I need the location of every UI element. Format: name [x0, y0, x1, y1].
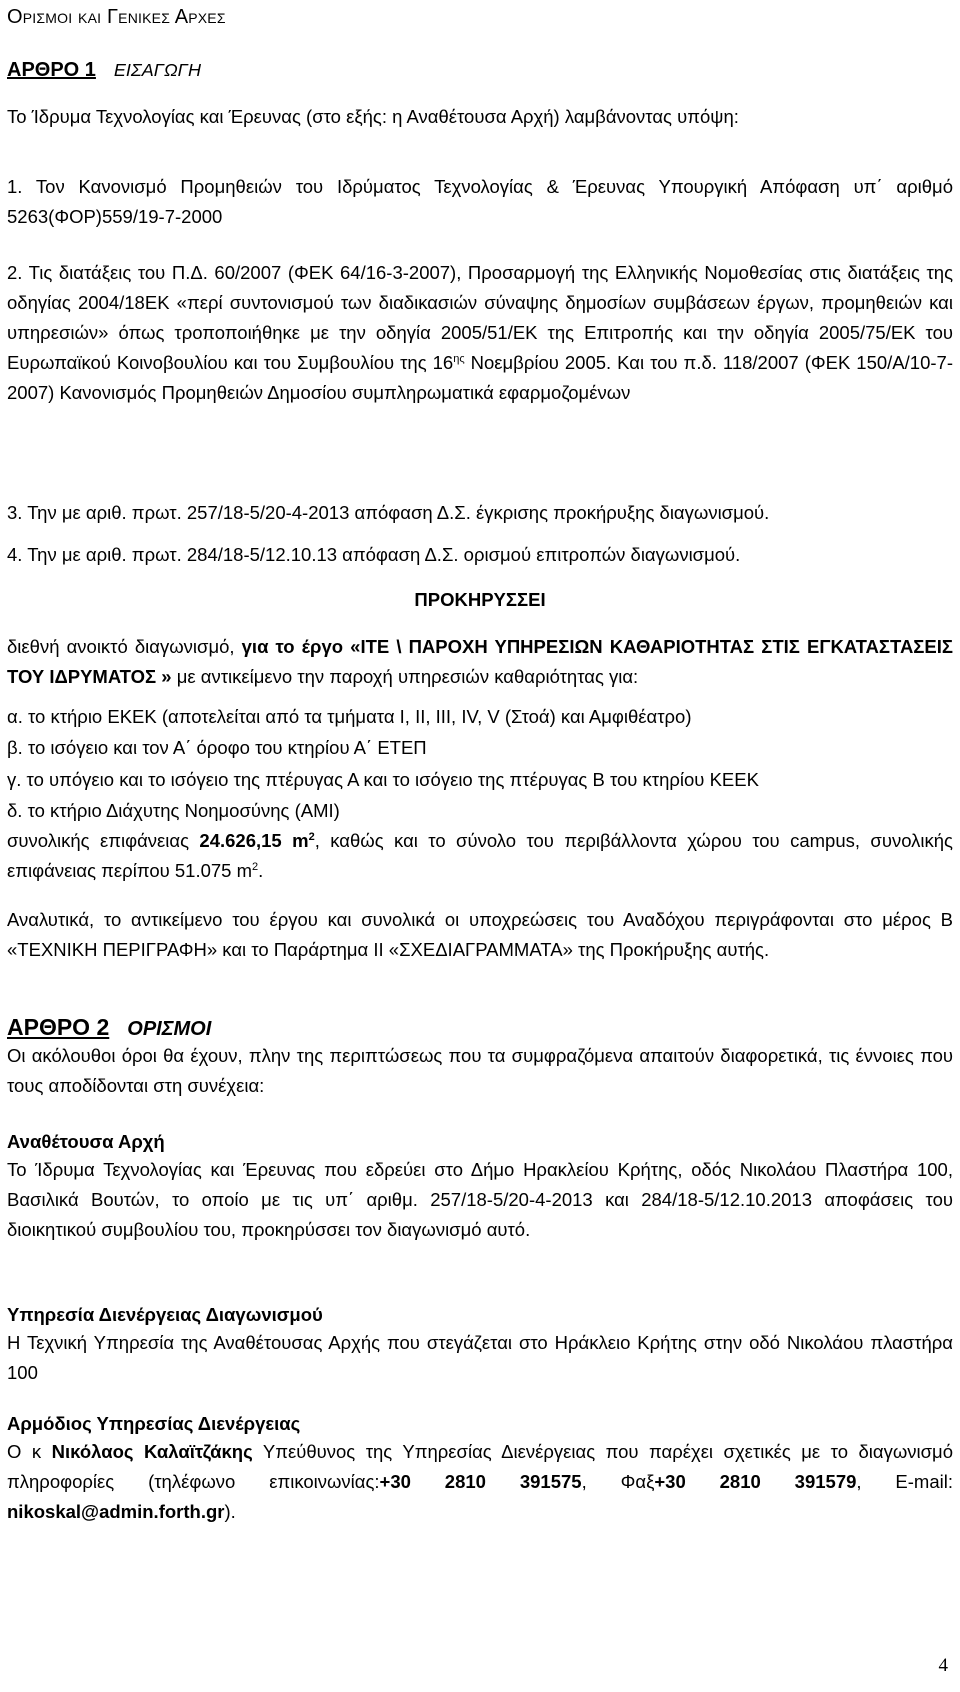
list-item-3: 3. Την με αριθ. πρωτ. 257/18-5/20-4-2013 απόφαση Δ.Σ. έγκρισης προκήρυξης διαγωνισμού. — [7, 502, 770, 523]
article-1-title: ΕΙΣΑΓΩΓΗ — [113, 60, 201, 80]
article-2-heading — [7, 1012, 953, 1044]
list-item-4: 4. Την με αριθ. πρωτ. 284/18-5/12.10.13 απόφαση Δ.Σ. ορισμού επιτροπών διαγωνισμού. — [7, 544, 741, 565]
total-area: συνολικής επιφάνειας 24.626,15 $m^2$, καθώς και το σύνολο του περιβάλλοντα χώρου του campus, συνολικής επιφάνειας περίπου 51.075 $m^2$. — [7, 830, 953, 881]
building-c: γ. το υπόγειο και το ισόγειο της πτέρυγας Α και το ισόγειο της πτέρυγας Β του κτηρίου ΚΕΕΚ — [7, 769, 759, 790]
page-number: 4 — [938, 1655, 948, 1676]
article-1-intro: Το Ίδρυμα Τεχνολογίας και Έρευνας (στο εξής: η Αναθέτουσα Αρχή) λαμβάνοντας υπόψη: — [7, 106, 739, 127]
list-item-1: 1. Τον Κανονισμό Προμηθειών του Ιδρύματος Τεχνολογίας & Έρευνας Υπουργική Απόφαση υπ΄ αριθμό 5263(ΦΟΡ)559/19-7-2000 — [7, 176, 953, 227]
article-2-number: ΑΡΘΡΟ 2 — [7, 1014, 110, 1040]
details-paragraph: Αναλυτικά, το αντικείμενο του έργου και συνολικά οι υποχρεώσεις του Αναδόχου περιγράφονται στο μέρος Β «ΤΕΧΝΙΚΗ ΠΕΡΙΓΡΑΦΗ» και το Παράρτημα ΙΙ «ΣΧΕΔΙΑΓΡΑΜΜΑΤΑ» της Προκήρυξης αυτής. — [7, 909, 953, 960]
list-item-2: 2. Τις διατάξεις του Π.Δ. 60/2007 (ΦΕΚ 64/16-3-2007), Προσαρμογή της Ελληνικής Νομοθεσίας στις διατάξεις της οδηγίας 2004/18ΕΚ «περί συντονισμού των διαδικασιών σύναψης δημοσίων συμβάσεων έργων, προμηθειών και υπηρεσιών» όπως τροποποιήθηκε με την οδηγία 2005/51/ΕΚ της Επιτροπής και την οδηγία 2005/75/ΕΚ του Ευρωπαϊκού Κοινοβουλίου και του Συμβουλίου της $16^{\eta\varsigma}$ Νοεμβρίου 2005. Και του π.δ. 118/2007 (ΦΕΚ 150/Α/10-7-2007) Κανονισμός Προμηθειών Δημοσίου συμπληρωματικά εφαρμοζομένων — [7, 262, 953, 403]
tender-description: διεθνή ανοικτό διαγωνισμό, για το έργο «ΙΤΕ \ ΠΑΡΟΧΗ ΥΠΗΡΕΣΙΩΝ ΚΑΘΑΡΙΟΤΗΤΑΣ ΣΤΙΣ ΕΓΚΑΤΑΣΤΑΣΕΙΣ ΤΟΥ ΙΔΡΥΜΑΤΟΣ » με αντικείμενο την παροχή υπηρεσιών καθαριότητας για: — [7, 636, 953, 687]
article-2-intro: Οι ακόλουθοι όροι θα έχουν, πλην της περιπτώσεως που τα συμφραζόμενα απαιτούν διαφορετικά, τις έννοιες που τους αποδίδονται στη συνέχεια: — [7, 1045, 953, 1096]
definition-responsible-officer-text: Ο κ Νικόλαος Καλαϊτζάκης Υπεύθυνος της Υπηρεσίας Διενέργειας που παρέχει σχετικές με το διαγωνισμό πληροφορίες (τηλέφωνο επικοινωνίας:+30 2810 391575, Φαξ+30 2810 391579, E-mail: nikoskal@admin.forth.gr). — [7, 1441, 953, 1522]
officer-phone: +30 2810 391575 — [379, 1471, 582, 1492]
officer-email: nikoskal@admin.forth.gr — [7, 1501, 225, 1522]
officer-fax: +30 2810 391579 — [654, 1471, 857, 1492]
definition-tender-service-text: Η Τεχνική Υπηρεσία της Αναθέτουσας Αρχής που στεγάζεται στο Ηράκλειο Κρήτης στην οδό Νικολάου πλαστήρα 100 — [7, 1332, 953, 1383]
proclamation-heading: ΠΡΟΚΗΡΥΣΣΕΙ — [414, 589, 546, 610]
definition-tender-service-heading: Υπηρεσία Διενέργειας Διαγωνισμού — [7, 1304, 323, 1325]
definition-contracting-authority-heading: Αναθέτουσα Αρχή — [7, 1131, 165, 1152]
officer-name: Νικόλαος Καλαϊτζάκης — [51, 1441, 253, 1462]
article-1-number: ΑΡΘΡΟ 1 — [7, 59, 96, 81]
section-title: Ορισμοι και Γενικες Αρχες — [7, 6, 226, 28]
definition-responsible-officer-heading: Αρμόδιος Υπηρεσίας Διενέργειας — [7, 1413, 301, 1434]
definition-contracting-authority-text: Το Ίδρυμα Τεχνολογίας και Έρευνας που εδρεύει στο Δήμο Ηρακλείου Κρήτης, οδός Νικολάου Πλαστήρα 100, Βασιλικά Βουτών, το οποίο με τις υπ΄ αριθμ. 257/18-5/20-4-2013 και 284/18-5/12.10.2013 αποφάσεις του διοικητικού συμβουλίου του, προκηρύσσει τον διαγωνισμό αυτό. — [7, 1159, 953, 1240]
building-d: δ. το κτήριο Διάχυτης Νοημοσύνης (ΑΜΙ) — [7, 800, 340, 821]
building-a: α. το κτήριο ΕΚΕΚ (αποτελείται από τα τμήματα Ι, ΙΙ, ΙΙΙ, IV, V (Στοά) και Αμφιθέατρο) — [7, 706, 692, 727]
building-b: β. το ισόγειο και τον Α΄ όροφο του κτηρίου Α΄ ΕΤΕΠ — [7, 737, 427, 758]
article-2-title: ΟΡΙΣΜΟΙ — [127, 1018, 212, 1040]
article-1-heading — [7, 55, 953, 85]
